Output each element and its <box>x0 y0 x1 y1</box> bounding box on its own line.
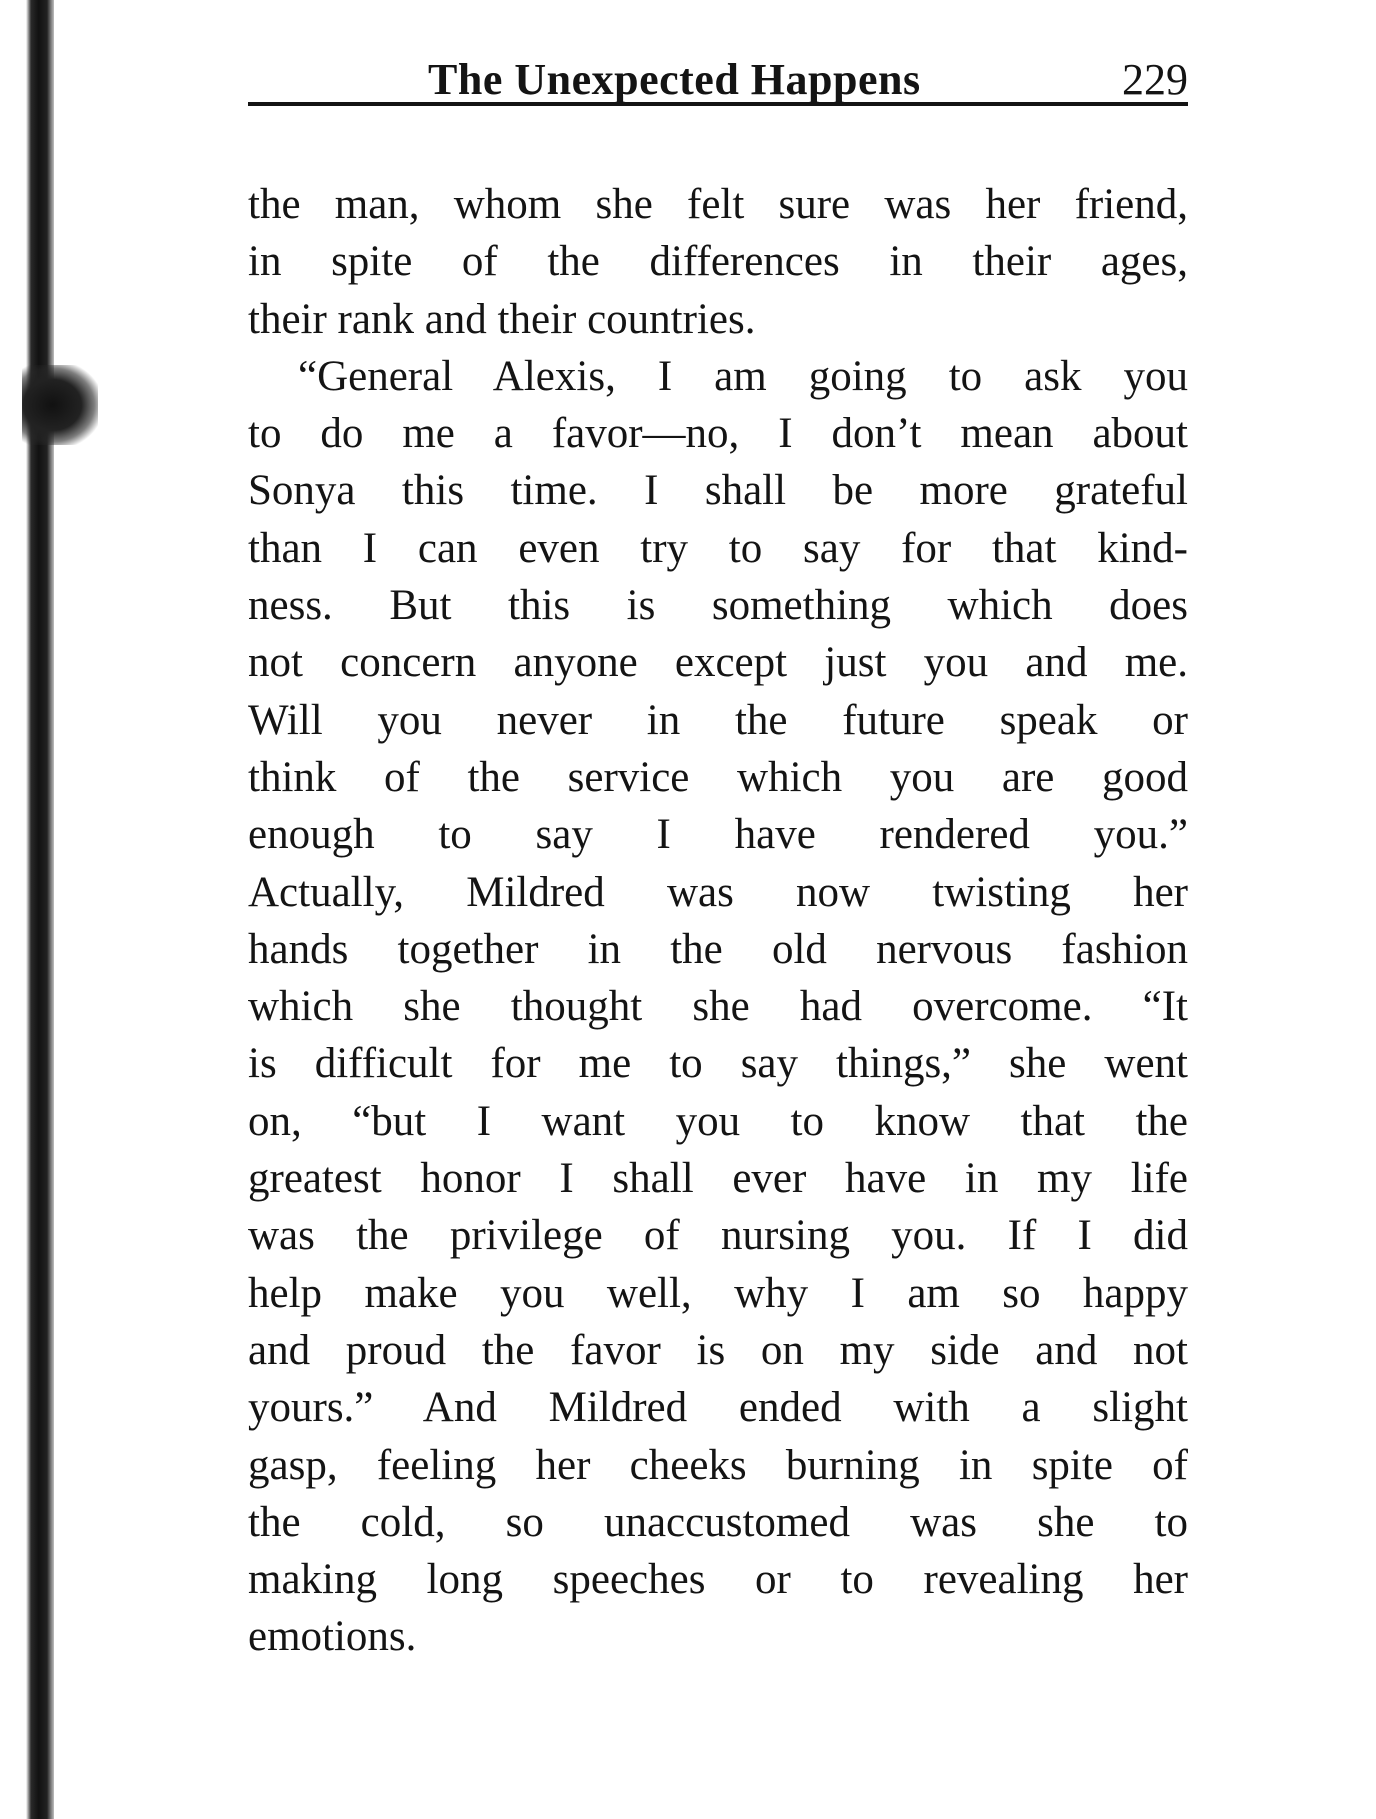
running-head <box>248 0 1188 106</box>
text-line: Sonya this time. I shall be more grateful <box>248 467 1188 515</box>
text-line: their rank and their countries. <box>248 295 756 343</box>
text-line: enough to say I have rendered you.” <box>248 811 1188 859</box>
binding-edge <box>26 0 54 1819</box>
text-line: on, “but I want you to know that the <box>248 1097 1188 1145</box>
binding-ink-blot <box>22 365 98 445</box>
text-line: think of the service which you are good <box>248 753 1188 801</box>
text-line: is difficult for me to say things,” she went <box>248 1040 1188 1088</box>
text-line: ness. But this is something which does <box>248 582 1188 630</box>
text-line: and proud the favor is on my side and not <box>248 1326 1188 1374</box>
text-line: than I can even try to say for that kind- <box>248 524 1188 572</box>
text-line: making long speeches or to revealing her <box>248 1556 1188 1604</box>
text-line: gasp, feeling her cheeks burning in spite of <box>248 1441 1188 1489</box>
text-line: not concern anyone except just you and me. <box>248 639 1188 687</box>
text-line: Will you never in the future speak or <box>248 696 1188 744</box>
body-text <box>248 176 1188 1666</box>
text-line: the cold, so unaccustomed was she to <box>248 1498 1188 1546</box>
text-line: greatest honor I shall ever have in my life <box>248 1155 1188 1203</box>
text-line: the man, whom she felt sure was her friend, <box>248 181 1188 228</box>
text-line: Actually, Mildred was now twisting her <box>248 868 1188 916</box>
text-line: in spite of the differences in their ages, <box>248 238 1188 286</box>
text-line: yours.” And Mildred ended with a slight <box>248 1384 1188 1432</box>
text-line: to do me a favor—no, I don’t mean about <box>248 410 1188 458</box>
page-number: 229 <box>1122 55 1188 104</box>
text-line: emotions. <box>248 1613 417 1661</box>
text-line: “General Alexis, I am going to ask you <box>298 352 1188 400</box>
running-title: The Unexpected Happens <box>428 55 921 104</box>
book-page <box>248 0 1188 1661</box>
text-line: hands together in the old nervous fashion <box>248 925 1188 973</box>
text-line: which she thought she had overcome. “It <box>248 983 1188 1031</box>
text-line: was the privilege of nursing you. If I did <box>248 1212 1188 1260</box>
text-line: help make you well, why I am so happy <box>248 1269 1188 1317</box>
